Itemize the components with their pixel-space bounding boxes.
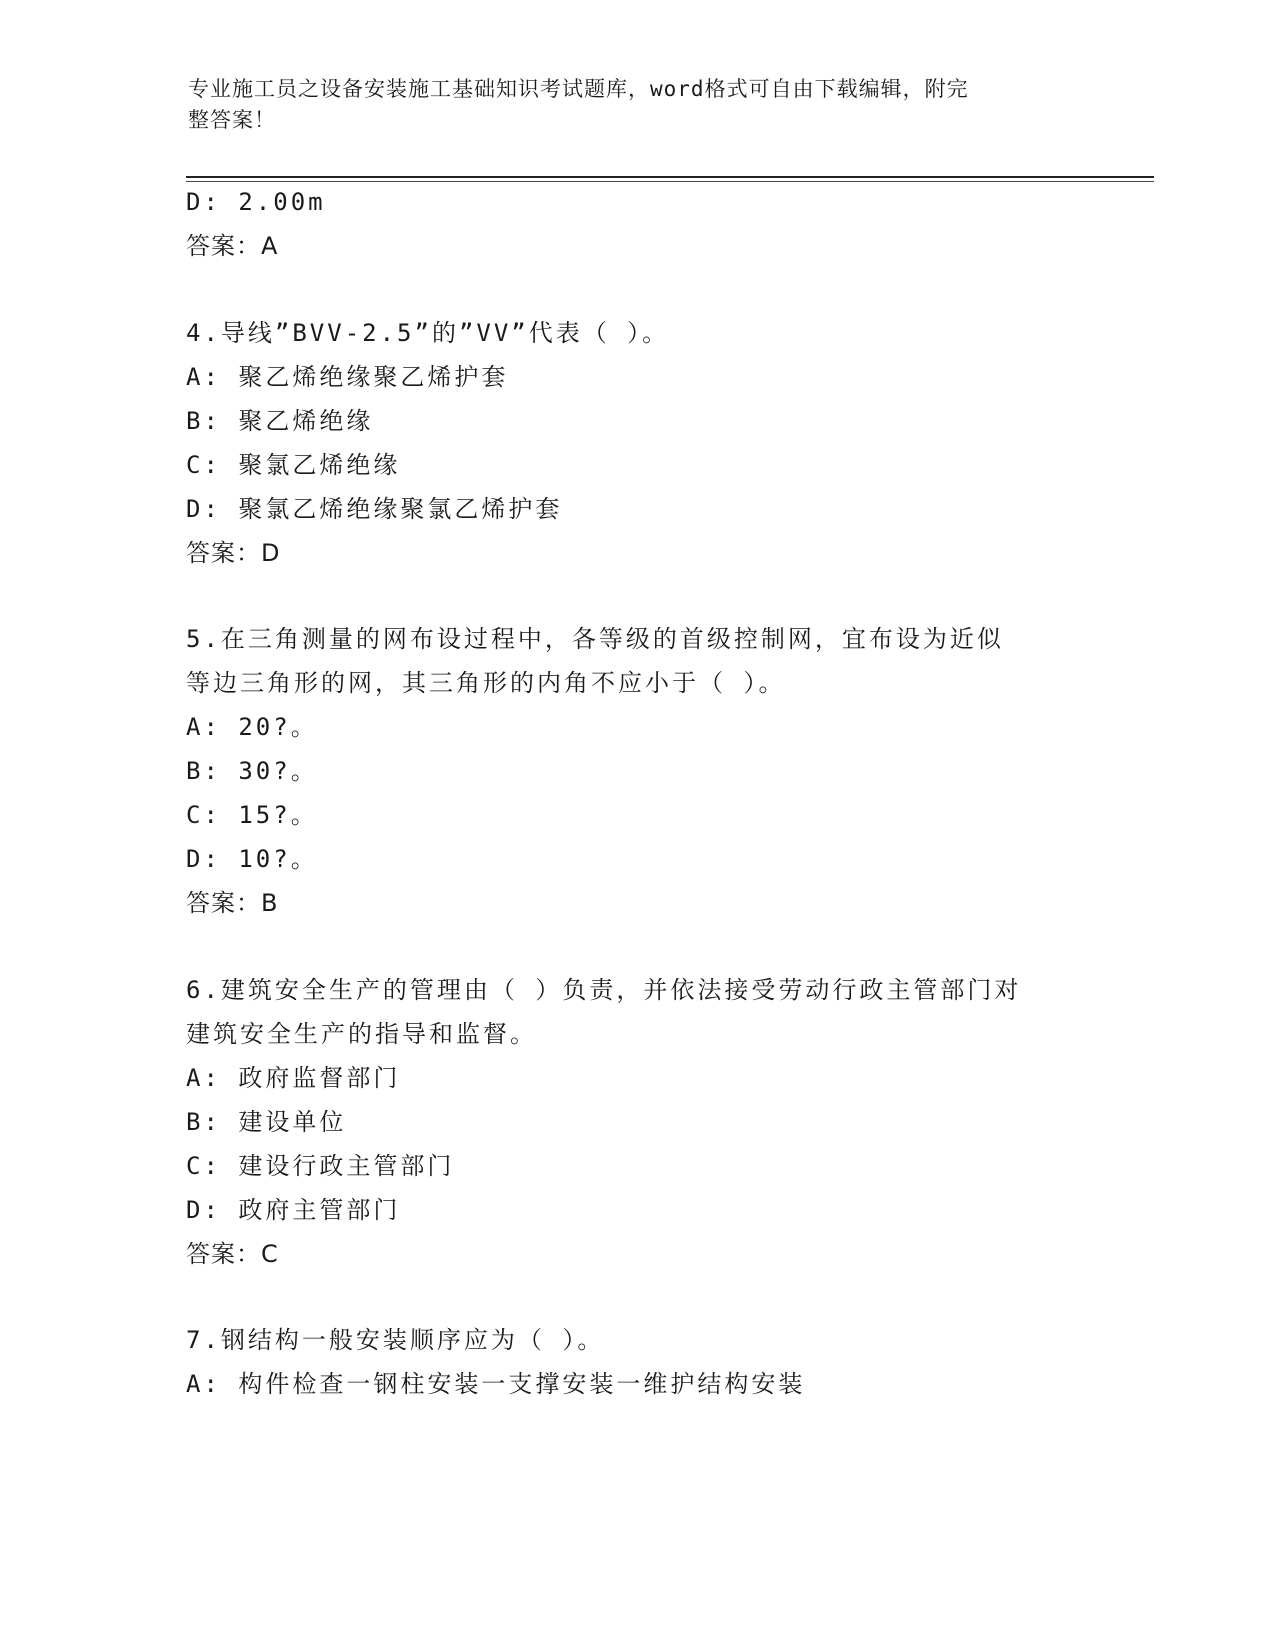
q7-option-a: A: 构件检查一钢柱安装一支撑安装一维护结构安装 — [186, 1370, 806, 1398]
header-divider-thick — [186, 176, 1154, 178]
q4-stem: 4.导线”BVV-2.5”的”VV”代表（ ）。 — [186, 319, 670, 347]
q6-stem-line-1: 6.建筑安全生产的管理由（ ）负责，并依法接受劳动行政主管部门对 — [186, 976, 1022, 1004]
q7-stem: 7.钢结构一般安装顺序应为（ ）。 — [186, 1326, 605, 1354]
q5-option-b: B: 30?。 — [186, 757, 318, 785]
header-divider-thin — [186, 181, 1154, 182]
q5-option-c: C: 15?。 — [186, 801, 318, 829]
q4-option-a: A: 聚乙烯绝缘聚乙烯护套 — [186, 363, 509, 391]
q3-option-d: D: 2.00m — [186, 188, 326, 216]
q5-option-d: D: 10?。 — [186, 845, 318, 873]
q3-answer: 答案：A — [186, 232, 279, 260]
q6-option-a: A: 政府监督部门 — [186, 1064, 401, 1092]
q4-option-d: D: 聚氯乙烯绝缘聚氯乙烯护套 — [186, 495, 563, 523]
q5-option-a: A: 20?。 — [186, 713, 318, 741]
header-line-1: 专业施工员之设备安装施工基础知识考试题库，word格式可自由下载编辑，附完 — [188, 77, 969, 101]
q4-option-c: C: 聚氯乙烯绝缘 — [186, 451, 401, 479]
q4-answer: 答案：D — [186, 539, 281, 567]
q6-option-c: C: 建设行政主管部门 — [186, 1152, 455, 1180]
q4-option-b: B: 聚乙烯绝缘 — [186, 407, 374, 435]
q6-stem-line-2: 建筑安全生产的指导和监督。 — [186, 1020, 537, 1048]
q5-stem-line-1: 5.在三角测量的网布设过程中，各等级的首级控制网，宜布设为近似 — [186, 625, 1004, 653]
q6-answer: 答案：C — [186, 1240, 279, 1268]
q5-answer: 答案：B — [186, 889, 279, 917]
q5-stem-line-2: 等边三角形的网，其三角形的内角不应小于（ ）。 — [186, 669, 786, 697]
document-header — [188, 74, 1088, 136]
header-line-2: 整答案！ — [188, 108, 276, 132]
q6-option-d: D: 政府主管部门 — [186, 1196, 401, 1224]
q6-option-b: B: 建设单位 — [186, 1108, 347, 1136]
